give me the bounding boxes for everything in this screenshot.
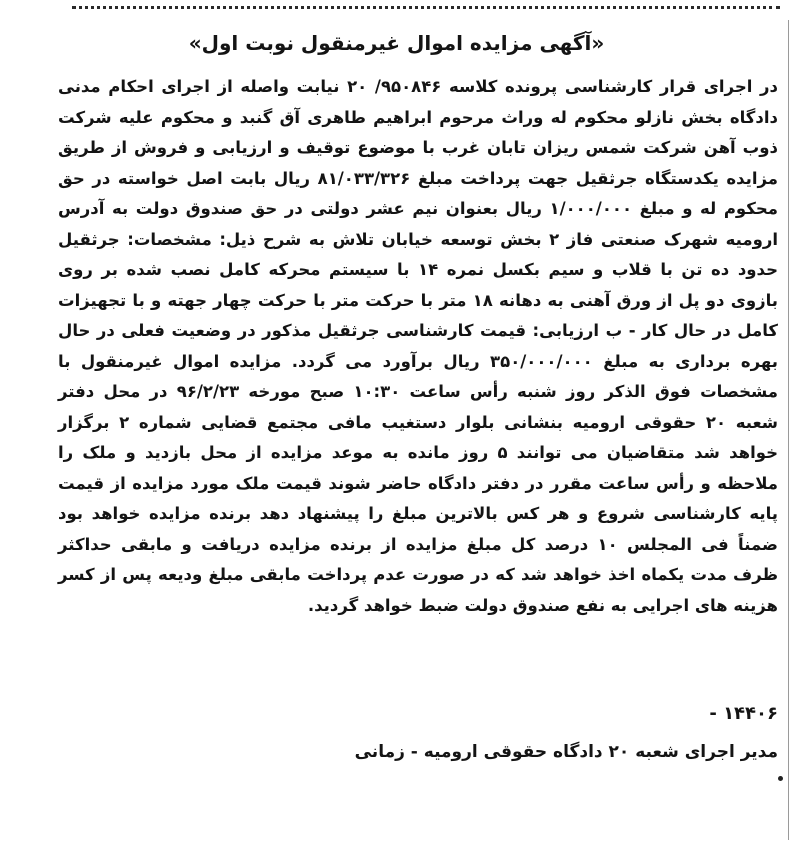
reference-number: ۱۴۴۰۶ -	[709, 703, 778, 724]
column-edge-rule	[788, 20, 789, 840]
notice-title: «آگهی مزایده اموال غیرمنقول نوبت اول»	[188, 31, 605, 55]
bullet-dot	[778, 776, 783, 781]
notice-body-text: در اجرای قرار کارشناسی پرونده کلاسه ۹۵۰۸۴۶/ ۲۰ نیابت واصله از اجرای احکام مدنی دادگاه بخش نازلو محکوم له وراث مرحوم ابراهیم طاهری آق گنبد و محکوم علیه شرکت ذوب آهن شرکت شمس ریزان تابان غرب با موضوع توقیف و ارزیابی و فروش از طریق مزایده یکدستگاه جرثقیل جهت پرداخت مبلغ ۸۱/۰۳۳/۳۲۶ ریال بابت اصل خواسته در حق محکوم له و مبلغ ۱/۰۰۰/۰۰۰ ریال بعنوان نیم عشر دولتی در حق صندوق دولت به آدرس ارومیه شهرک صنعتی فاز ۲ بخش توسعه خیابان تلاش به شرح ذیل: مشخصات: جرثقیل حدود ده تن با قلاب و سیم بکسل نمره ۱۴ با سیستم محرکه کامل نصب شده بر روی بازوی دو پل از ورق آهنی به دهانه ۱۸ متر با حرکت متر با حرکت چهار جهته و با تجهیزات کامل در حال کار - ب ارزیابی: قیمت کارشناسی جرثقیل مذکور در وضعیت فعلی در حال بهره برداری به مبلغ ۳۵۰/۰۰۰/۰۰۰ ریال برآورد می گردد. مزایده اموال غیرمنقول با مشخصات فوق الذکر روز شنبه رأس ساعت ۱۰:۳۰ صبح مورخه ۹۶/۲/۲۳ در محل دفتر شعبه ۲۰ حقوقی ارومیه بنشانی بلوار دستغیب مافی مجتمع قضایی شماره ۲ برگزار خواهد شد متقاضیان می توانند ۵ روز مانده به موعد مزایده از محل بازدید و ملک را ملاحظه و رأس ساعت مقرر در دفتر دادگاه حاضر شوند قیمت ملک مورد مزایده از قیمت پایه کارشناسی شروع و هر کس بالاترین مبلغ را پیشنهاد دهد برنده مزایده خواهد بود ضمناً فی المجلس ۱۰ درصد کل مبلغ مزایده از برنده مزایده دریافت و مابقی حداکثر ظرف مدت یکماه اخذ خواهد شد که در صورت عدم پرداخت مابقی مبلغ ودیعه پس از کسر هزینه های اجرایی به نفع صندوق دولت ضبط خواهد گردید.	[58, 77, 779, 615]
top-dotted-rule	[72, 6, 780, 9]
signature-line: مدیر اجرای شعبه ۲۰ دادگاه حقوقی ارومیه - زمانی	[354, 742, 778, 762]
